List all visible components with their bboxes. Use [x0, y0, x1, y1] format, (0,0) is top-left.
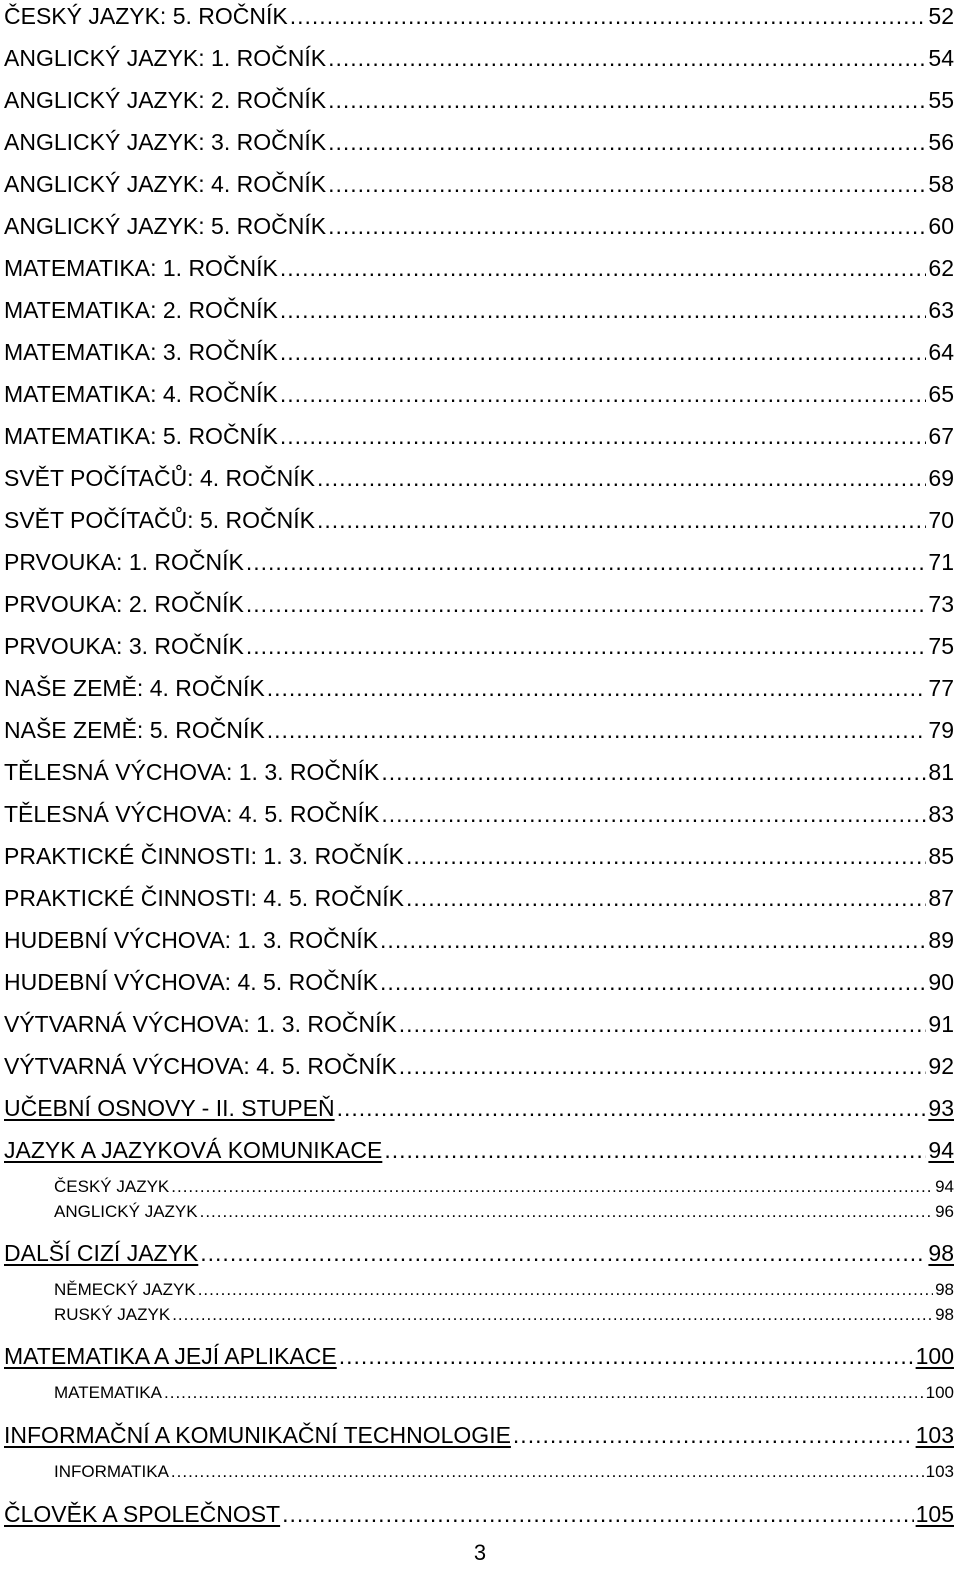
page-number: 3	[473, 1540, 487, 1565]
toc-entry[interactable]	[4, 3, 954, 30]
toc-entry-page: 63	[928, 297, 954, 323]
toc-entry-label: MATEMATIKA: 2. ROČNÍK	[4, 297, 278, 323]
toc-entry-page: 103	[925, 1462, 954, 1481]
toc-entry[interactable]	[4, 87, 954, 114]
toc-entry[interactable]	[4, 465, 954, 492]
dot-leader	[328, 45, 926, 72]
toc-entry[interactable]	[4, 1011, 954, 1038]
toc-entry[interactable]	[4, 45, 954, 72]
toc-entry[interactable]	[4, 717, 954, 744]
toc-entry-label: MATEMATIKA	[54, 1383, 162, 1402]
toc-entry[interactable]	[4, 1053, 954, 1080]
toc-entry-page: 94	[935, 1177, 954, 1196]
toc-entry-page: 100	[915, 1343, 954, 1369]
dot-leader	[246, 549, 927, 576]
toc-entry[interactable]	[4, 591, 954, 618]
toc-entry-label: UČEBNÍ OSNOVY - II. STUPEŇ	[4, 1095, 335, 1121]
toc-entry-page: 91	[928, 1011, 954, 1037]
toc-entry-page: 103	[915, 1422, 954, 1448]
toc-entry-page: 98	[928, 1240, 954, 1266]
toc-entry-page: 105	[915, 1501, 954, 1527]
toc-subentry[interactable]	[54, 1305, 954, 1325]
toc-entry-label: SVĚT POČÍTAČŮ: 5. ROČNÍK	[4, 507, 315, 533]
toc-section-heading[interactable]	[4, 1422, 954, 1449]
toc-entry-page: 60	[928, 213, 954, 239]
dot-leader	[267, 675, 927, 702]
toc-entry-page: 96	[935, 1202, 954, 1221]
dot-leader	[328, 171, 926, 198]
toc-entry-page: 90	[928, 969, 954, 995]
dot-leader	[280, 339, 927, 366]
toc-entry-label: DALŠÍ CIZÍ JAZYK	[4, 1240, 199, 1266]
toc-entry-page: 52	[928, 3, 954, 29]
toc-entry[interactable]	[4, 969, 954, 996]
toc-entry-label: ČESKÝ JAZYK	[54, 1177, 170, 1196]
toc-entry-label: PRVOUKA: 3. ROČNÍK	[4, 633, 244, 659]
toc-entry-page: 92	[928, 1053, 954, 1079]
toc-entry-label: NĚMECKÝ JAZYK	[54, 1280, 196, 1299]
dot-leader	[380, 969, 926, 996]
toc-subentry[interactable]	[54, 1280, 954, 1300]
dot-leader	[164, 1383, 924, 1403]
dot-leader	[384, 1137, 926, 1164]
toc-subentry[interactable]	[54, 1383, 954, 1403]
dot-leader	[200, 1202, 933, 1222]
dot-leader	[280, 423, 927, 450]
dot-leader	[380, 927, 926, 954]
toc-entry[interactable]	[4, 339, 954, 366]
dot-leader	[280, 381, 927, 408]
toc-entry-label: TĚLESNÁ VÝCHOVA: 1. 3. ROČNÍK	[4, 759, 380, 785]
dot-leader	[328, 129, 926, 156]
toc-entry-label: NAŠE ZEMĚ: 4. ROČNÍK	[4, 675, 265, 701]
toc-entry-label: SVĚT POČÍTAČŮ: 4. ROČNÍK	[4, 465, 315, 491]
toc-entry-label: RUSKÝ JAZYK	[54, 1305, 171, 1324]
toc-entry-page: 89	[928, 927, 954, 953]
toc-entry-label: PRVOUKA: 1. ROČNÍK	[4, 549, 244, 575]
dot-leader	[317, 507, 926, 534]
dot-leader	[267, 717, 927, 744]
dot-leader	[317, 465, 926, 492]
dot-leader	[280, 255, 927, 282]
toc-entry[interactable]	[4, 843, 954, 870]
dot-leader	[513, 1422, 914, 1449]
toc-entry-label: INFORMAČNÍ A KOMUNIKAČNÍ TECHNOLOGIE	[4, 1422, 511, 1448]
toc-entry-label: INFORMATIKA	[54, 1462, 169, 1481]
toc-entry[interactable]	[4, 255, 954, 282]
toc-entry-page: 71	[928, 549, 954, 575]
toc-entry-page: 58	[928, 171, 954, 197]
dot-leader	[337, 1095, 927, 1122]
toc-entry-page: 87	[928, 885, 954, 911]
toc-entry-page: 62	[928, 255, 954, 281]
dot-leader	[399, 1011, 927, 1038]
dot-leader	[290, 3, 927, 30]
toc-entry-label: VÝTVARNÁ VÝCHOVA: 4. 5. ROČNÍK	[4, 1053, 397, 1079]
toc-entry-label: VÝTVARNÁ VÝCHOVA: 1. 3. ROČNÍK	[4, 1011, 397, 1037]
toc-entry-page: 54	[928, 45, 954, 71]
toc-entry-page: 93	[928, 1095, 954, 1121]
toc-entry-label: MATEMATIKA A JEJÍ APLIKACE	[4, 1343, 337, 1369]
toc-entry[interactable]	[4, 759, 954, 786]
dot-leader	[328, 213, 926, 240]
toc-entry[interactable]	[4, 675, 954, 702]
dot-leader	[171, 1462, 924, 1482]
toc-entry-page: 100	[925, 1383, 954, 1402]
toc-entry[interactable]	[4, 381, 954, 408]
dot-leader	[246, 591, 927, 618]
dot-leader	[282, 1501, 914, 1528]
toc-entry-label: MATEMATIKA: 1. ROČNÍK	[4, 255, 278, 281]
dot-leader	[171, 1177, 933, 1197]
toc-entry-page: 83	[928, 801, 954, 827]
toc-entry[interactable]	[4, 885, 954, 912]
toc-entry-label: MATEMATIKA: 4. ROČNÍK	[4, 381, 278, 407]
toc-entry-label: JAZYK A JAZYKOVÁ KOMUNIKACE	[4, 1137, 383, 1163]
toc-entry-page: 67	[928, 423, 954, 449]
toc-entry-page: 55	[928, 87, 954, 113]
toc-entry-label: ČLOVĚK A SPOLEČNOST	[4, 1501, 281, 1527]
toc-entry-label: HUDEBNÍ VÝCHOVA: 1. 3. ROČNÍK	[4, 927, 379, 953]
dot-leader	[406, 843, 926, 870]
toc-entry-label: ANGLICKÝ JAZYK: 5. ROČNÍK	[4, 213, 327, 239]
toc-entry[interactable]	[4, 633, 954, 660]
toc-entry-label: MATEMATIKA: 3. ROČNÍK	[4, 339, 278, 365]
toc-entry[interactable]	[4, 423, 954, 450]
toc-entry-label: ANGLICKÝ JAZYK: 2. ROČNÍK	[4, 87, 327, 113]
toc-entry-page: 85	[928, 843, 954, 869]
toc-entry[interactable]	[4, 129, 954, 156]
toc-entry-label: NAŠE ZEMĚ: 5. ROČNÍK	[4, 717, 265, 743]
toc-entry-page: 98	[935, 1280, 954, 1299]
toc-entry-page: 65	[928, 381, 954, 407]
toc-entry-label: PRAKTICKÉ ČINNOSTI: 1. 3. ROČNÍK	[4, 843, 405, 869]
toc-entry-label: PRAKTICKÉ ČINNOSTI: 4. 5. ROČNÍK	[4, 885, 405, 911]
toc-section-heading[interactable]	[4, 1137, 954, 1164]
toc-entry[interactable]	[4, 507, 954, 534]
toc-entry[interactable]	[4, 171, 954, 198]
toc-entry-label: TĚLESNÁ VÝCHOVA: 4. 5. ROČNÍK	[4, 801, 380, 827]
toc-entry-label: ANGLICKÝ JAZYK: 3. ROČNÍK	[4, 129, 327, 155]
toc-subentry[interactable]	[54, 1202, 954, 1222]
toc-entry[interactable]	[4, 549, 954, 576]
toc-section-heading[interactable]	[4, 1095, 954, 1122]
toc-entry-page: 94	[928, 1137, 954, 1163]
toc-entry-page: 75	[928, 633, 954, 659]
dot-leader	[339, 1343, 914, 1370]
toc-entry-label: ANGLICKÝ JAZYK: 1. ROČNÍK	[4, 45, 327, 71]
toc-entry-page: 56	[928, 129, 954, 155]
toc-entry-page: 73	[928, 591, 954, 617]
dot-leader	[328, 87, 926, 114]
toc-entry-page: 81	[928, 759, 954, 785]
toc-entry-label: MATEMATIKA: 5. ROČNÍK	[4, 423, 278, 449]
dot-leader	[406, 885, 926, 912]
toc-entry-page: 77	[928, 675, 954, 701]
toc-entry-label: ČESKÝ JAZYK: 5. ROČNÍK	[4, 3, 288, 29]
dot-leader	[198, 1280, 933, 1300]
toc-entry[interactable]	[4, 927, 954, 954]
dot-leader	[200, 1240, 926, 1267]
toc-entry[interactable]	[4, 297, 954, 324]
toc-entry-page: 98	[935, 1305, 954, 1324]
toc-entry-page: 79	[928, 717, 954, 743]
dot-leader	[399, 1053, 927, 1080]
toc-subentry[interactable]	[54, 1177, 954, 1197]
toc-section-heading[interactable]	[4, 1501, 954, 1528]
toc-subentry[interactable]	[54, 1462, 954, 1482]
toc-entry[interactable]	[4, 801, 954, 828]
toc-entry-page: 64	[928, 339, 954, 365]
toc-entry-label: ANGLICKÝ JAZYK	[54, 1202, 198, 1221]
toc-entry-page: 70	[928, 507, 954, 533]
toc-entry[interactable]	[4, 213, 954, 240]
toc-section-heading[interactable]	[4, 1343, 954, 1370]
toc-entry-label: HUDEBNÍ VÝCHOVA: 4. 5. ROČNÍK	[4, 969, 379, 995]
dot-leader	[280, 297, 927, 324]
dot-leader	[381, 801, 926, 828]
dot-leader	[172, 1305, 933, 1325]
toc-entry-page: 69	[928, 465, 954, 491]
toc-section-heading[interactable]	[4, 1240, 954, 1267]
toc-entry-label: ANGLICKÝ JAZYK: 4. ROČNÍK	[4, 171, 327, 197]
dot-leader	[246, 633, 927, 660]
toc-entry-label: PRVOUKA: 2. ROČNÍK	[4, 591, 244, 617]
dot-leader	[381, 759, 926, 786]
